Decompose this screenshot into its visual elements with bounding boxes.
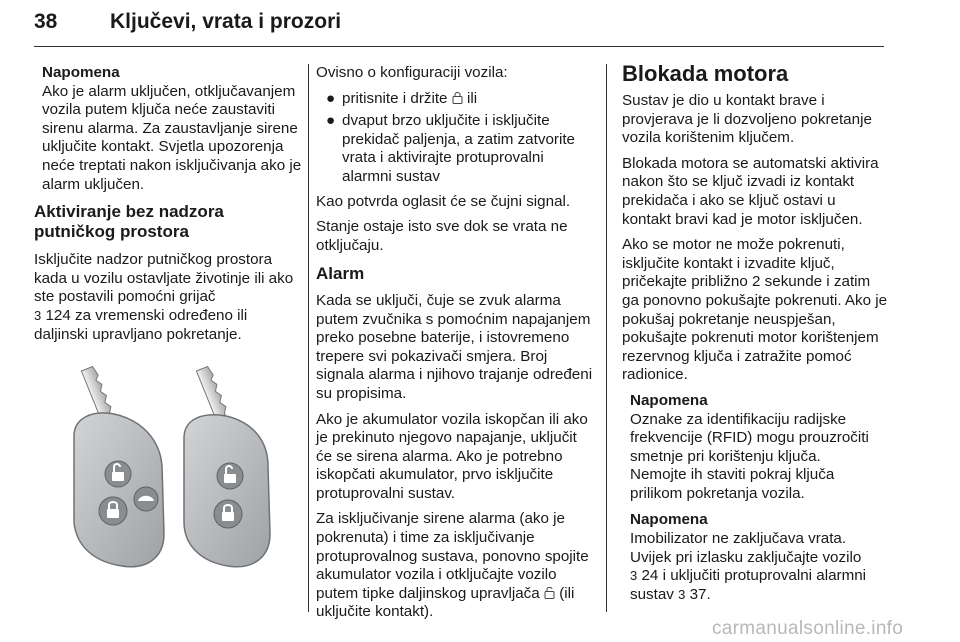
paragraph-text: za vremenski određeno ili daljinski upravljano pokretanje. — [34, 306, 248, 343]
note-rfid — [622, 392, 888, 504]
paragraph — [316, 510, 596, 622]
list-item-text: pritisnite i držite — [342, 89, 448, 107]
chapter-title: Ključevi, vrata i prozori — [110, 10, 342, 33]
note-text-part: Imobilizator ne zaključava vrata. Uvijek pri izlasku zaključajte vozilo — [630, 530, 862, 566]
column-2 — [316, 64, 596, 629]
paragraph: Ako je akumulator vozila iskopčan ili ako je prekinuto njegovo napajanje, uključit će se sirena alarma. Ako je potrebno iskopčati akumulator, prvo isključite protuprovalni sustav. — [316, 410, 588, 502]
page-number: 38 — [34, 10, 58, 33]
column-1 — [34, 64, 302, 351]
note-text: Nemojte ih staviti pokraj ključa prilikom pokretanja vozila. — [630, 466, 835, 502]
section-heading-alarm: Alarm — [316, 264, 365, 284]
page-ref-number: 37. — [689, 585, 711, 603]
list-item-text: ili — [466, 89, 478, 107]
note-text — [630, 530, 888, 604]
note-title: Napomena — [42, 64, 120, 81]
list-item-text: dvaput brzo uključite i isključite prekidač paljenja, a zatim zatvorite vrata i aktivirajte protuprovalni alarmni sustav — [342, 112, 575, 185]
note-text-part: i uključiti protuprovalni alarmni sustav — [630, 567, 867, 603]
column-divider-right — [606, 64, 607, 612]
header-divider — [34, 46, 884, 47]
lock-icon — [452, 91, 463, 104]
note-alarm-unlock — [34, 64, 302, 194]
paragraph-text: Isključite nadzor putničkog prostora kada u vozilu ostavljate životinje ili ako ste postavili pomoćni grijač — [34, 251, 294, 306]
column-divider-left — [308, 64, 309, 612]
paragraph-text: Za isključivanje sirene alarma (ako je pokrenuta) i time za isključivanje protuprovalnog sustava, ponovno spojite akumulator vozila i otključajte vozilo putem tipke daljinskog upravljača — [316, 510, 589, 602]
page-ref-arrow-icon: 3 — [678, 586, 686, 602]
note-immobilizer — [622, 511, 888, 604]
paragraph: Kao potvrda oglasit će se čujni signal. — [316, 192, 571, 210]
paragraph: Stanje ostaje isto sve dok se vrata ne otključaju. — [316, 218, 568, 254]
paragraph: Kada se uključi, čuje se zvuk alarma putem zvučnika s pomoćnim napajanjem preko posebne baterije, i istovremeno trepere svi pokazivači smjera. Broj signala alarma i njihovo trajanje određeni su propisima. — [316, 291, 593, 402]
page-ref-arrow-icon: 3 — [630, 568, 638, 584]
section-heading-interior-monitoring: Aktiviranje bez nadzora putničkog prostora — [34, 202, 224, 242]
key-fob-photo — [34, 366, 299, 576]
note-text: Oznake za identifikaciju radijske frekvencije (RFID) mogu prouzročiti smetnje pri korištenju ključa. — [630, 410, 869, 465]
paragraph: Sustav je dio u kontakt brave i provjerava je li dozvoljeno pokretanje vozila korištenim ključem. — [622, 92, 872, 147]
bullet-list — [316, 90, 596, 187]
note-text: Ako je alarm uključen, otključavanjem vozila putem ključa neće zaustaviti sirenu alarma. Za zaustavljanje sirene uključite kontakt. Svjetla upozorenja neće treptati nakon isključivanja ako je alarm uključen. — [42, 82, 302, 193]
note-title: Napomena — [630, 391, 708, 409]
note-title: Napomena — [630, 511, 708, 529]
paragraph-text: (ili uključite kontakt). — [316, 584, 575, 621]
paragraph-interior-monitoring — [34, 251, 302, 344]
page-ref-arrow-icon: 3 — [34, 307, 42, 323]
bullet-icon: ● — [326, 89, 336, 107]
page-ref-number: 24 — [641, 567, 659, 585]
key-fob-icon — [34, 366, 299, 576]
paragraph: Ako se motor ne može pokrenuti, isključite kontakt i izvadite ključ, pričekajte približno 2 sekunde i zatim ga ponovno pokušajte pokrenuti. Ako je pokušaj pokretanje neuspješan, pokušajte pokrenuti motor korištenjem rezervnog ključa i zatražite pomoć radionice. — [622, 236, 888, 384]
column-3 — [622, 61, 888, 612]
paragraph-intro: Ovisno o konfiguraciji vozila: — [316, 64, 508, 81]
section-heading-immobilizer: Blokada motora — [622, 61, 789, 86]
page-ref-number: 124 — [45, 306, 71, 324]
list-item — [316, 112, 596, 186]
unlock-icon — [544, 586, 555, 599]
list-item — [316, 90, 596, 109]
page-header — [34, 6, 884, 42]
watermark: carmanualsonline.info — [712, 618, 904, 639]
bullet-icon: ● — [326, 112, 336, 130]
paragraph: Blokada motora se automatski aktivira nakon što se ključ izvadi iz kontakt prekidača i ako se ključ ostavi u kontakt bravi kad je motor isključen. — [622, 154, 879, 228]
